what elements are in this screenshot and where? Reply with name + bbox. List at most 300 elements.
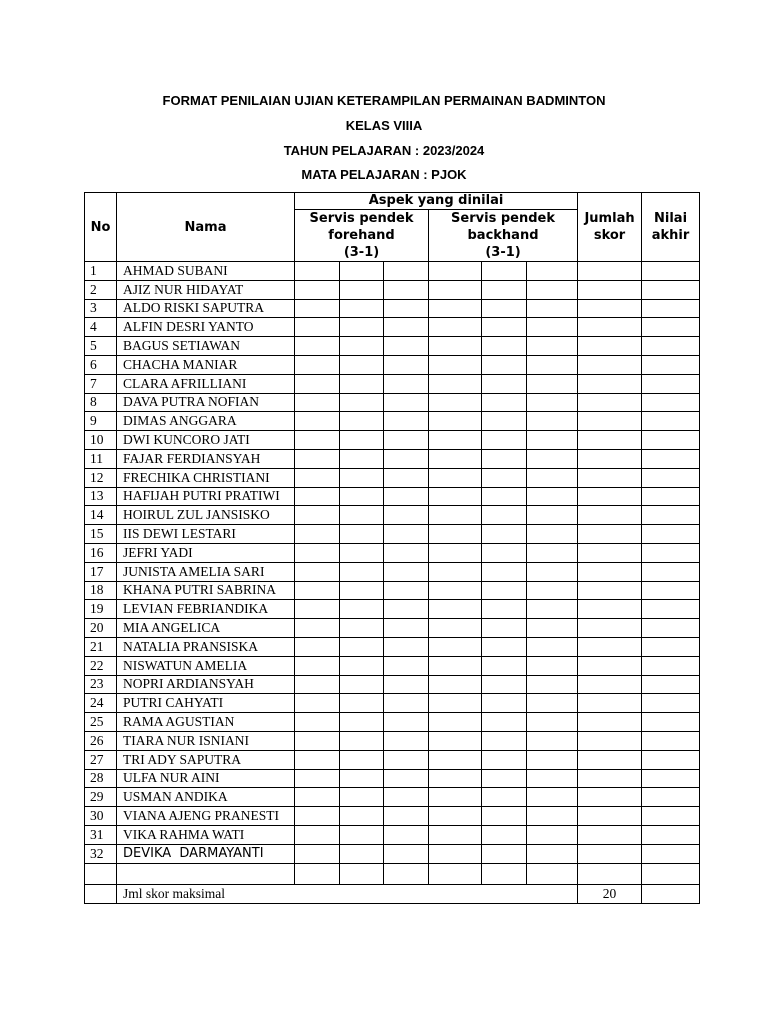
forehand-score-1[interactable] (295, 412, 340, 431)
backhand-score-3[interactable] (527, 299, 578, 318)
backhand-score-1[interactable] (429, 844, 482, 863)
forehand-score-3[interactable] (384, 675, 429, 694)
blank-row (85, 863, 700, 884)
header-aspek: Aspek yang dinilai (295, 193, 578, 210)
backhand-score-1[interactable] (429, 581, 482, 600)
forehand-score-1[interactable] (295, 562, 340, 581)
backhand-score-2[interactable] (482, 750, 527, 769)
jumlah-skor-cell[interactable] (578, 431, 642, 450)
nilai-akhir-cell[interactable] (642, 318, 700, 337)
backhand-score-2[interactable] (482, 299, 527, 318)
backhand-score-1[interactable] (429, 600, 482, 619)
nilai-akhir-cell[interactable] (642, 713, 700, 732)
backhand-score-1[interactable] (429, 262, 482, 281)
backhand-score-1[interactable] (429, 825, 482, 844)
forehand-score-1[interactable] (295, 543, 340, 562)
student-name: CLARA AFRILLIANI (117, 374, 295, 393)
backhand-score-3[interactable] (527, 619, 578, 638)
backhand-score-2[interactable] (482, 581, 527, 600)
backhand-score-2[interactable] (482, 280, 527, 299)
forehand-score-3[interactable] (384, 506, 429, 525)
forehand-score-2[interactable] (340, 600, 384, 619)
jumlah-skor-cell[interactable] (578, 355, 642, 374)
backhand-score-1[interactable] (429, 487, 482, 506)
student-name: DAVA PUTRA NOFIAN (117, 393, 295, 412)
blank-cell[interactable] (340, 863, 384, 884)
jumlah-skor-cell[interactable] (578, 374, 642, 393)
forehand-score-3[interactable] (384, 807, 429, 826)
forehand-score-1[interactable] (295, 656, 340, 675)
backhand-score-2[interactable] (482, 713, 527, 732)
forehand-score-3[interactable] (384, 750, 429, 769)
nilai-akhir-cell[interactable] (642, 731, 700, 750)
row-number: 25 (85, 713, 117, 732)
forehand-score-3[interactable] (384, 355, 429, 374)
forehand-score-2[interactable] (340, 807, 384, 826)
jumlah-skor-cell[interactable] (578, 619, 642, 638)
forehand-score-3[interactable] (384, 581, 429, 600)
nilai-akhir-cell[interactable] (642, 487, 700, 506)
row-number: 2 (85, 280, 117, 299)
backhand-score-2[interactable] (482, 600, 527, 619)
backhand-score-2[interactable] (482, 807, 527, 826)
backhand-score-1[interactable] (429, 750, 482, 769)
backhand-score-3[interactable] (527, 262, 578, 281)
footer-empty-cell (85, 884, 117, 903)
forehand-score-1[interactable] (295, 581, 340, 600)
backhand-score-3[interactable] (527, 543, 578, 562)
forehand-score-2[interactable] (340, 374, 384, 393)
forehand-score-1[interactable] (295, 619, 340, 638)
forehand-score-2[interactable] (340, 449, 384, 468)
forehand-score-1[interactable] (295, 694, 340, 713)
backhand-score-2[interactable] (482, 506, 527, 525)
backhand-score-2[interactable] (482, 637, 527, 656)
forehand-score-3[interactable] (384, 337, 429, 356)
backhand-score-3[interactable] (527, 431, 578, 450)
nilai-akhir-cell[interactable] (642, 374, 700, 393)
forehand-score-2[interactable] (340, 393, 384, 412)
forehand-score-2[interactable] (340, 337, 384, 356)
forehand-score-1[interactable] (295, 807, 340, 826)
blank-cell[interactable] (117, 863, 295, 884)
student-name: IIS DEWI LESTARI (117, 525, 295, 544)
backhand-score-3[interactable] (527, 449, 578, 468)
blank-cell[interactable] (578, 863, 642, 884)
forehand-score-2[interactable] (340, 769, 384, 788)
header-backhand-line1: Servis pendek (451, 211, 555, 226)
jumlah-skor-cell[interactable] (578, 487, 642, 506)
forehand-score-3[interactable] (384, 731, 429, 750)
forehand-score-1[interactable] (295, 280, 340, 299)
forehand-score-3[interactable] (384, 318, 429, 337)
nilai-akhir-cell[interactable] (642, 619, 700, 638)
student-name: NISWATUN AMELIA (117, 656, 295, 675)
nilai-akhir-cell[interactable] (642, 355, 700, 374)
backhand-score-3[interactable] (527, 487, 578, 506)
nilai-akhir-cell[interactable] (642, 694, 700, 713)
backhand-score-2[interactable] (482, 262, 527, 281)
forehand-score-1[interactable] (295, 487, 340, 506)
jumlah-skor-cell[interactable] (578, 807, 642, 826)
backhand-score-3[interactable] (527, 525, 578, 544)
nilai-akhir-cell[interactable] (642, 656, 700, 675)
backhand-score-1[interactable] (429, 675, 482, 694)
forehand-score-1[interactable] (295, 355, 340, 374)
forehand-score-3[interactable] (384, 468, 429, 487)
backhand-score-3[interactable] (527, 318, 578, 337)
backhand-score-2[interactable] (482, 562, 527, 581)
forehand-score-3[interactable] (384, 825, 429, 844)
backhand-score-1[interactable] (429, 468, 482, 487)
backhand-score-3[interactable] (527, 600, 578, 619)
forehand-score-2[interactable] (340, 318, 384, 337)
backhand-score-2[interactable] (482, 468, 527, 487)
nilai-akhir-cell[interactable] (642, 788, 700, 807)
backhand-score-3[interactable] (527, 807, 578, 826)
jumlah-skor-cell[interactable] (578, 825, 642, 844)
blank-cell[interactable] (482, 863, 527, 884)
forehand-score-2[interactable] (340, 844, 384, 863)
backhand-score-3[interactable] (527, 825, 578, 844)
backhand-score-3[interactable] (527, 844, 578, 863)
nilai-akhir-cell[interactable] (642, 262, 700, 281)
forehand-score-2[interactable] (340, 280, 384, 299)
backhand-score-2[interactable] (482, 844, 527, 863)
nilai-akhir-cell[interactable] (642, 600, 700, 619)
jumlah-skor-cell[interactable] (578, 731, 642, 750)
nilai-akhir-cell[interactable] (642, 468, 700, 487)
jumlah-skor-cell[interactable] (578, 318, 642, 337)
backhand-score-1[interactable] (429, 431, 482, 450)
forehand-score-2[interactable] (340, 562, 384, 581)
jumlah-skor-cell[interactable] (578, 581, 642, 600)
backhand-score-2[interactable] (482, 525, 527, 544)
nilai-akhir-cell[interactable] (642, 825, 700, 844)
nilai-akhir-cell[interactable] (642, 637, 700, 656)
jumlah-skor-cell[interactable] (578, 844, 642, 863)
footer-row (85, 884, 700, 903)
backhand-score-1[interactable] (429, 656, 482, 675)
forehand-score-1[interactable] (295, 468, 340, 487)
jumlah-skor-cell[interactable] (578, 412, 642, 431)
blank-cell[interactable] (384, 863, 429, 884)
backhand-score-3[interactable] (527, 731, 578, 750)
forehand-score-1[interactable] (295, 713, 340, 732)
backhand-score-2[interactable] (482, 487, 527, 506)
backhand-score-2[interactable] (482, 619, 527, 638)
nilai-akhir-cell[interactable] (642, 844, 700, 863)
forehand-score-1[interactable] (295, 299, 340, 318)
student-name: TRI ADY SAPUTRA (117, 750, 295, 769)
backhand-score-2[interactable] (482, 788, 527, 807)
jumlah-skor-cell[interactable] (578, 506, 642, 525)
forehand-score-3[interactable] (384, 487, 429, 506)
forehand-score-1[interactable] (295, 506, 340, 525)
backhand-score-3[interactable] (527, 280, 578, 299)
backhand-score-2[interactable] (482, 355, 527, 374)
backhand-score-3[interactable] (527, 506, 578, 525)
nilai-akhir-cell[interactable] (642, 807, 700, 826)
backhand-score-3[interactable] (527, 788, 578, 807)
forehand-score-3[interactable] (384, 788, 429, 807)
forehand-score-1[interactable] (295, 337, 340, 356)
forehand-score-3[interactable] (384, 656, 429, 675)
backhand-score-1[interactable] (429, 318, 482, 337)
backhand-score-2[interactable] (482, 318, 527, 337)
table-row (85, 844, 700, 863)
backhand-score-2[interactable] (482, 825, 527, 844)
forehand-score-1[interactable] (295, 637, 340, 656)
table-row (85, 487, 700, 506)
nilai-akhir-cell[interactable] (642, 506, 700, 525)
forehand-score-1[interactable] (295, 731, 340, 750)
forehand-score-1[interactable] (295, 431, 340, 450)
jumlah-skor-cell[interactable] (578, 337, 642, 356)
backhand-score-1[interactable] (429, 374, 482, 393)
blank-cell[interactable] (85, 863, 117, 884)
backhand-score-1[interactable] (429, 769, 482, 788)
backhand-score-2[interactable] (482, 393, 527, 412)
row-number: 27 (85, 750, 117, 769)
forehand-score-2[interactable] (340, 581, 384, 600)
backhand-score-1[interactable] (429, 506, 482, 525)
forehand-score-2[interactable] (340, 694, 384, 713)
backhand-score-1[interactable] (429, 788, 482, 807)
backhand-score-1[interactable] (429, 449, 482, 468)
backhand-score-3[interactable] (527, 694, 578, 713)
backhand-score-2[interactable] (482, 431, 527, 450)
nilai-akhir-cell[interactable] (642, 337, 700, 356)
forehand-score-3[interactable] (384, 769, 429, 788)
backhand-score-3[interactable] (527, 468, 578, 487)
header-jumlah-skor (578, 193, 642, 262)
backhand-score-3[interactable] (527, 750, 578, 769)
forehand-score-2[interactable] (340, 299, 384, 318)
backhand-score-2[interactable] (482, 543, 527, 562)
jumlah-skor-cell[interactable] (578, 280, 642, 299)
forehand-score-2[interactable] (340, 731, 384, 750)
forehand-score-3[interactable] (384, 713, 429, 732)
backhand-score-2[interactable] (482, 675, 527, 694)
backhand-score-1[interactable] (429, 694, 482, 713)
nilai-akhir-cell[interactable] (642, 769, 700, 788)
backhand-score-3[interactable] (527, 374, 578, 393)
forehand-score-2[interactable] (340, 262, 384, 281)
row-number: 24 (85, 694, 117, 713)
backhand-score-3[interactable] (527, 337, 578, 356)
backhand-score-1[interactable] (429, 299, 482, 318)
forehand-score-2[interactable] (340, 656, 384, 675)
backhand-score-2[interactable] (482, 449, 527, 468)
forehand-score-2[interactable] (340, 506, 384, 525)
backhand-score-1[interactable] (429, 807, 482, 826)
forehand-score-1[interactable] (295, 393, 340, 412)
forehand-score-2[interactable] (340, 675, 384, 694)
backhand-score-1[interactable] (429, 337, 482, 356)
jumlah-skor-cell[interactable] (578, 656, 642, 675)
forehand-score-2[interactable] (340, 487, 384, 506)
forehand-score-3[interactable] (384, 844, 429, 863)
jumlah-skor-cell[interactable] (578, 694, 642, 713)
backhand-score-3[interactable] (527, 581, 578, 600)
backhand-score-1[interactable] (429, 393, 482, 412)
backhand-score-2[interactable] (482, 412, 527, 431)
nilai-akhir-cell[interactable] (642, 675, 700, 694)
forehand-score-2[interactable] (340, 355, 384, 374)
forehand-score-1[interactable] (295, 525, 340, 544)
forehand-score-2[interactable] (340, 431, 384, 450)
table-row (85, 449, 700, 468)
forehand-score-1[interactable] (295, 374, 340, 393)
backhand-score-2[interactable] (482, 656, 527, 675)
backhand-score-1[interactable] (429, 619, 482, 638)
jumlah-skor-cell[interactable] (578, 750, 642, 769)
backhand-score-2[interactable] (482, 374, 527, 393)
forehand-score-2[interactable] (340, 543, 384, 562)
student-name: PUTRI CAHYATI (117, 694, 295, 713)
forehand-score-2[interactable] (340, 619, 384, 638)
jumlah-skor-cell[interactable] (578, 675, 642, 694)
backhand-score-3[interactable] (527, 412, 578, 431)
backhand-score-3[interactable] (527, 675, 578, 694)
table-row (85, 412, 700, 431)
backhand-score-1[interactable] (429, 543, 482, 562)
backhand-score-1[interactable] (429, 637, 482, 656)
nilai-akhir-cell[interactable] (642, 412, 700, 431)
backhand-score-1[interactable] (429, 412, 482, 431)
forehand-score-1[interactable] (295, 844, 340, 863)
jumlah-skor-cell[interactable] (578, 788, 642, 807)
forehand-score-1[interactable] (295, 750, 340, 769)
backhand-score-3[interactable] (527, 637, 578, 656)
nilai-akhir-cell[interactable] (642, 562, 700, 581)
forehand-score-3[interactable] (384, 600, 429, 619)
forehand-score-3[interactable] (384, 637, 429, 656)
backhand-score-2[interactable] (482, 694, 527, 713)
forehand-score-1[interactable] (295, 318, 340, 337)
forehand-score-2[interactable] (340, 750, 384, 769)
backhand-score-1[interactable] (429, 525, 482, 544)
nilai-akhir-cell[interactable] (642, 525, 700, 544)
nilai-akhir-cell[interactable] (642, 543, 700, 562)
backhand-score-3[interactable] (527, 713, 578, 732)
forehand-score-1[interactable] (295, 788, 340, 807)
forehand-score-1[interactable] (295, 600, 340, 619)
forehand-score-2[interactable] (340, 525, 384, 544)
student-name: NOPRI ARDIANSYAH (117, 675, 295, 694)
nilai-akhir-cell[interactable] (642, 393, 700, 412)
forehand-score-1[interactable] (295, 675, 340, 694)
jumlah-skor-cell[interactable] (578, 525, 642, 544)
forehand-score-3[interactable] (384, 374, 429, 393)
row-number: 3 (85, 299, 117, 318)
jumlah-skor-cell[interactable] (578, 769, 642, 788)
nilai-akhir-cell[interactable] (642, 750, 700, 769)
header-forehand-line1: Servis pendek (309, 211, 414, 226)
forehand-score-3[interactable] (384, 449, 429, 468)
nilai-akhir-cell[interactable] (642, 431, 700, 450)
document-title: FORMAT PENILAIAN UJIAN KETERAMPILAN PERMAINAN BADMINTON (162, 93, 606, 108)
forehand-score-3[interactable] (384, 543, 429, 562)
forehand-score-3[interactable] (384, 619, 429, 638)
jumlah-skor-cell[interactable] (578, 393, 642, 412)
blank-cell[interactable] (527, 863, 578, 884)
backhand-score-3[interactable] (527, 656, 578, 675)
backhand-score-3[interactable] (527, 393, 578, 412)
blank-cell[interactable] (642, 863, 700, 884)
forehand-score-3[interactable] (384, 412, 429, 431)
student-rows (85, 262, 700, 864)
table-row (85, 374, 700, 393)
forehand-score-1[interactable] (295, 769, 340, 788)
forehand-score-1[interactable] (295, 825, 340, 844)
nilai-akhir-cell[interactable] (642, 449, 700, 468)
backhand-score-1[interactable] (429, 731, 482, 750)
forehand-score-3[interactable] (384, 393, 429, 412)
forehand-score-3[interactable] (384, 280, 429, 299)
forehand-score-3[interactable] (384, 431, 429, 450)
jumlah-skor-cell[interactable] (578, 600, 642, 619)
jumlah-skor-cell[interactable] (578, 713, 642, 732)
forehand-score-1[interactable] (295, 262, 340, 281)
backhand-score-1[interactable] (429, 355, 482, 374)
header-no: No (85, 193, 117, 262)
backhand-score-3[interactable] (527, 355, 578, 374)
class-label: KELAS VIIIA (345, 118, 423, 133)
jumlah-skor-cell[interactable] (578, 449, 642, 468)
backhand-score-1[interactable] (429, 713, 482, 732)
backhand-score-2[interactable] (482, 769, 527, 788)
jumlah-skor-cell[interactable] (578, 637, 642, 656)
forehand-score-3[interactable] (384, 562, 429, 581)
forehand-score-3[interactable] (384, 262, 429, 281)
backhand-score-1[interactable] (429, 280, 482, 299)
blank-cell[interactable] (295, 863, 340, 884)
table-row (85, 431, 700, 450)
forehand-score-2[interactable] (340, 713, 384, 732)
row-number: 26 (85, 731, 117, 750)
backhand-score-2[interactable] (482, 337, 527, 356)
forehand-score-2[interactable] (340, 788, 384, 807)
jumlah-skor-cell[interactable] (578, 562, 642, 581)
forehand-score-3[interactable] (384, 525, 429, 544)
student-name: HAFIJAH PUTRI PRATIWI (117, 487, 295, 506)
nilai-akhir-cell[interactable] (642, 581, 700, 600)
forehand-score-2[interactable] (340, 637, 384, 656)
blank-cell[interactable] (429, 863, 482, 884)
backhand-score-3[interactable] (527, 562, 578, 581)
nilai-akhir-cell[interactable] (642, 280, 700, 299)
header-servis-backhand (429, 210, 578, 262)
forehand-score-2[interactable] (340, 468, 384, 487)
forehand-score-3[interactable] (384, 694, 429, 713)
forehand-score-1[interactable] (295, 449, 340, 468)
forehand-score-2[interactable] (340, 825, 384, 844)
nilai-akhir-cell[interactable] (642, 299, 700, 318)
jumlah-skor-cell[interactable] (578, 468, 642, 487)
forehand-score-3[interactable] (384, 299, 429, 318)
backhand-score-3[interactable] (527, 769, 578, 788)
table-row (85, 675, 700, 694)
row-number: 20 (85, 619, 117, 638)
jumlah-skor-cell[interactable] (578, 543, 642, 562)
jumlah-skor-cell[interactable] (578, 262, 642, 281)
jumlah-skor-cell[interactable] (578, 299, 642, 318)
forehand-score-2[interactable] (340, 412, 384, 431)
backhand-score-2[interactable] (482, 731, 527, 750)
backhand-score-1[interactable] (429, 562, 482, 581)
